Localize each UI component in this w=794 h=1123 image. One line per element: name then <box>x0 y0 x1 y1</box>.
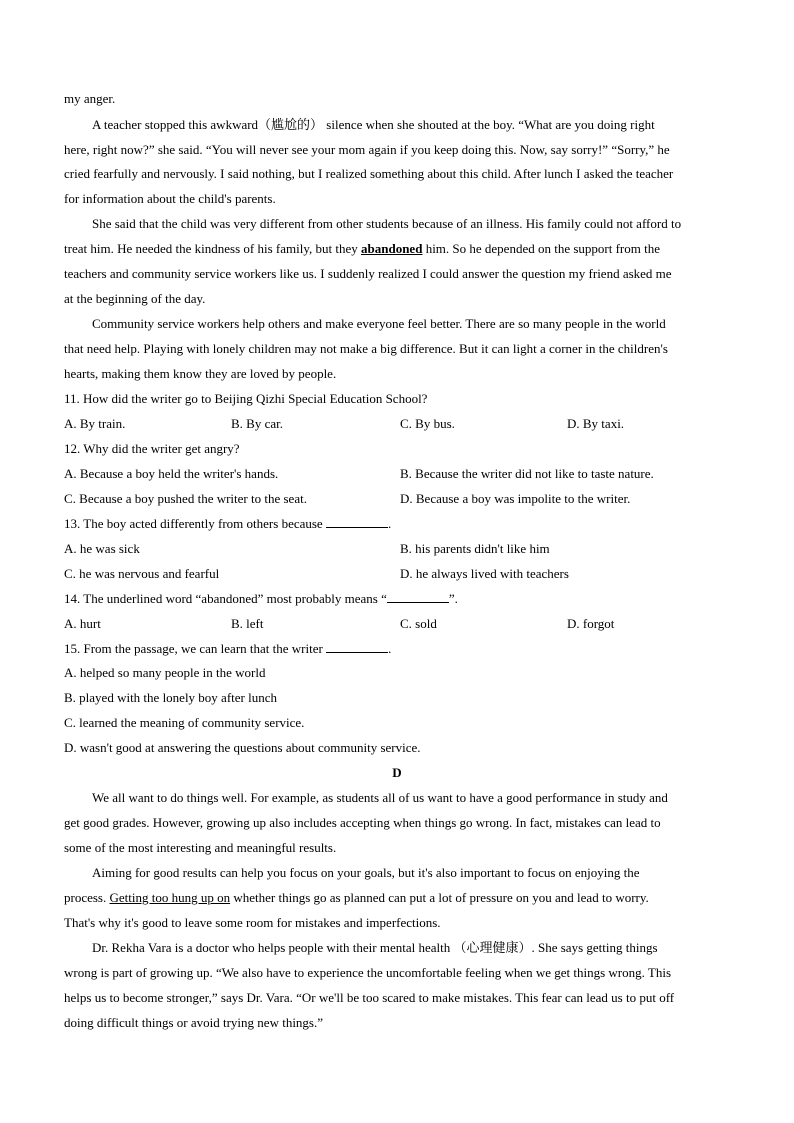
q11-option-b[interactable]: B. By car. <box>231 416 283 431</box>
text-span: him. So he depended on the support from the <box>422 241 661 256</box>
q11-option-d[interactable]: D. By taxi. <box>567 416 625 431</box>
stem-text: 15. From the passage, we can learn that the writer <box>64 641 323 656</box>
text-span: whether things go as planned can put a lot of pressure on you and lead to worry. <box>230 890 649 905</box>
answer-blank[interactable] <box>326 641 388 653</box>
q13-option-b[interactable]: B. his parents didn't like him <box>400 541 550 556</box>
passage-d-line: get good grades. However, growing up also includes accepting when things go wrong. In fact, mistakes can lead to <box>64 815 661 830</box>
passage-d-line: wrong is part of growing up. “We also have to experience the uncomfortable feeling when we get things wrong. This <box>64 965 672 980</box>
passage-c-line: hearts, making them know they are loved by people. <box>64 366 337 381</box>
passage-d-line: Aiming for good results can help you focus on your goals, but it's also important to focus on enjoying the <box>92 865 640 880</box>
q15-option-c[interactable]: C. learned the meaning of community service. <box>64 715 305 730</box>
underlined-word-abandoned: abandoned <box>361 241 423 256</box>
passage-d-line: doing difficult things or avoid trying new things.” <box>64 1015 324 1030</box>
question-14-stem <box>64 591 458 607</box>
q13-option-c[interactable]: C. he was nervous and fearful <box>64 566 220 581</box>
passage-c-line: She said that the child was very different from other students because of an illness. His family could not afford to <box>92 216 682 231</box>
answer-blank[interactable] <box>387 591 449 603</box>
q12-option-c[interactable]: C. Because a boy pushed the writer to the seat. <box>64 491 307 506</box>
passage-c-line <box>64 241 660 257</box>
passage-c-line: cried fearfully and nervously. I said nothing, but I realized something about this child. After lunch I asked the teacher <box>64 166 674 181</box>
passage-c-line: Community service workers help others and make everyone feel better. There are so many people in the world <box>92 316 666 331</box>
text-span: process. <box>64 890 110 905</box>
passage-c-line: teachers and community service workers like us. I suddenly realized I could answer the question my friend asked me <box>64 266 672 281</box>
passage-d-line: We all want to do things well. For example, as students all of us want to have a good performance in study and <box>92 790 668 805</box>
question-15-stem <box>64 641 391 657</box>
stem-end: . <box>388 641 392 656</box>
q15-option-a[interactable]: A. helped so many people in the world <box>64 665 266 680</box>
question-13-stem <box>64 516 391 532</box>
passage-d-heading: D <box>392 765 402 780</box>
stem-text: 14. The underlined word “abandoned” most probably means “ <box>64 591 387 606</box>
passage-c-line: here, right now?” she said. “You will never see your mom again if you keep doing this. Now, say sorry!” “Sorry,” he <box>64 142 670 157</box>
passage-d-line: some of the most interesting and meaningful results. <box>64 840 337 855</box>
passage-d-line: helps us to become stronger,” says Dr. Vara. “Or we'll be too scared to make mistakes. This fear can lead us to put off <box>64 990 675 1005</box>
q14-option-d[interactable]: D. forgot <box>567 616 615 631</box>
q12-option-d[interactable]: D. Because a boy was impolite to the writer. <box>400 491 631 506</box>
question-12-stem: 12. Why did the writer get angry? <box>64 441 240 456</box>
q11-option-c[interactable]: C. By bus. <box>400 416 455 431</box>
q14-option-c[interactable]: C. sold <box>400 616 437 631</box>
passage-d-line: That's why it's good to leave some room for mistakes and imperfections. <box>64 915 441 930</box>
q12-option-b[interactable]: B. Because the writer did not like to taste nature. <box>400 466 654 481</box>
passage-d-line: Dr. Rekha Vara is a doctor who helps people with their mental health （心理健康）. She says getting things <box>92 940 658 955</box>
q15-option-b[interactable]: B. played with the lonely boy after lunch <box>64 690 278 705</box>
q12-option-a[interactable]: A. Because a boy held the writer's hands. <box>64 466 279 481</box>
text-span: treat him. He needed the kindness of his family, but they <box>64 241 362 256</box>
q13-option-a[interactable]: A. he was sick <box>64 541 140 556</box>
passage-c-line: A teacher stopped this awkward（尴尬的） silence when she shouted at the boy. “What are you doing right <box>92 117 655 132</box>
passage-c-line: that need help. Playing with lonely children may not make a big difference. But it can light a corner in the children's <box>64 341 668 356</box>
q13-option-d[interactable]: D. he always lived with teachers <box>400 566 569 581</box>
answer-blank[interactable] <box>326 516 388 528</box>
q14-option-b[interactable]: B. left <box>231 616 264 631</box>
underlined-phrase: Getting too hung up on <box>109 890 231 905</box>
q11-option-a[interactable]: A. By train. <box>64 416 126 431</box>
passage-c-line: at the beginning of the day. <box>64 291 206 306</box>
passage-d-line <box>64 890 649 906</box>
stem-text: 13. The boy acted differently from others because <box>64 516 323 531</box>
q15-option-d[interactable]: D. wasn't good at answering the questions about community service. <box>64 740 421 755</box>
passage-c-line: for information about the child's parents. <box>64 191 276 206</box>
stem-end: ”. <box>448 591 458 606</box>
passage-c-line: my anger. <box>64 91 116 106</box>
question-11-stem: 11. How did the writer go to Beijing Qizhi Special Education School? <box>64 391 428 406</box>
q14-option-a[interactable]: A. hurt <box>64 616 101 631</box>
stem-end: . <box>387 516 392 531</box>
